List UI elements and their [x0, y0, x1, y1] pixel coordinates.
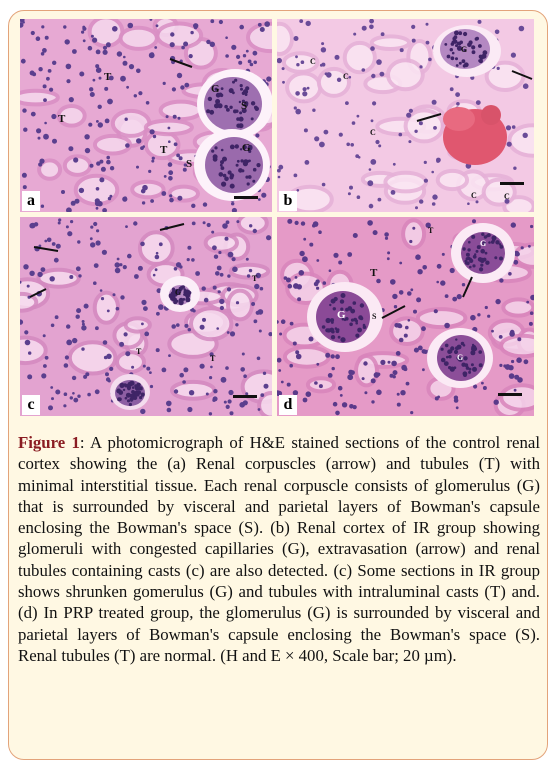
marker-T: T	[136, 347, 142, 356]
panel-label-c: c	[22, 395, 40, 415]
arrow-icon	[277, 19, 534, 212]
arrow-icon	[277, 217, 534, 416]
marker-G: G	[242, 142, 251, 154]
scale-bar	[234, 196, 258, 199]
scale-bar	[500, 182, 524, 185]
marker-G: G	[480, 239, 487, 248]
panel-label-a: a	[22, 191, 40, 211]
caption-text: : A photomicrograph of H&E stained sections of the control renal cortex showing the (a) Renal corpuscles (arrow) and tubules (T) with minimal interstitial tissue. Each renal corpuscle consists of glomerulus (G) that is surrounded by visceral and parietal layers of Bowman's capsule enclosing the Bowman's space (S). (b) Renal cortex of IR group showing glomeruli with congested capillaries (G), extravasation (arrow) and renal tubules containing casts (c) are also detected. (c) Some sections in IR group shows shrunken gomerulus (G) and tubules with intraluminal casts (T) and. (d) In PRP treated group, the glomerulus (G) is surrounded by visceral and parietal layers of Bowman's capsule enclosing the Bowman's space (S). Renal tubules (T) are normal. (H and E × 400, Scale bar; 20 µm).	[18, 433, 540, 665]
marker-C: C	[471, 191, 477, 200]
panel-label-d: d	[279, 395, 297, 415]
marker-T: T	[58, 113, 66, 125]
scale-bar	[498, 393, 522, 396]
marker-G: G	[457, 353, 464, 362]
marker-G: G	[175, 288, 182, 297]
arrow-icon	[20, 217, 272, 416]
figure-caption	[18, 432, 540, 666]
marker-S: S	[241, 100, 248, 112]
scale-bar	[233, 395, 257, 398]
figure-label: Figure 1	[18, 433, 80, 452]
marker-C: C	[504, 192, 510, 201]
panel-b-micrograph	[277, 19, 534, 212]
marker-G: G	[337, 309, 346, 321]
marker-T: T	[370, 267, 378, 279]
panel-d-micrograph	[277, 217, 534, 416]
marker-C: C	[310, 57, 316, 66]
marker-T: T	[428, 226, 434, 235]
marker-T: T	[160, 144, 168, 156]
marker-S: S	[186, 158, 193, 170]
panel-label-b: b	[279, 191, 297, 211]
panel-c-micrograph	[20, 217, 272, 416]
arrow-icon	[20, 19, 272, 212]
marker-C: C	[370, 128, 376, 137]
marker-T: T	[104, 71, 112, 83]
marker-G: G	[461, 45, 468, 54]
marker-T: T	[252, 274, 258, 283]
marker-G: G	[211, 83, 220, 95]
marker-S: S	[372, 312, 377, 321]
marker-T: T	[210, 354, 216, 363]
marker-C: C	[343, 72, 349, 81]
panel-a-micrograph	[20, 19, 272, 212]
